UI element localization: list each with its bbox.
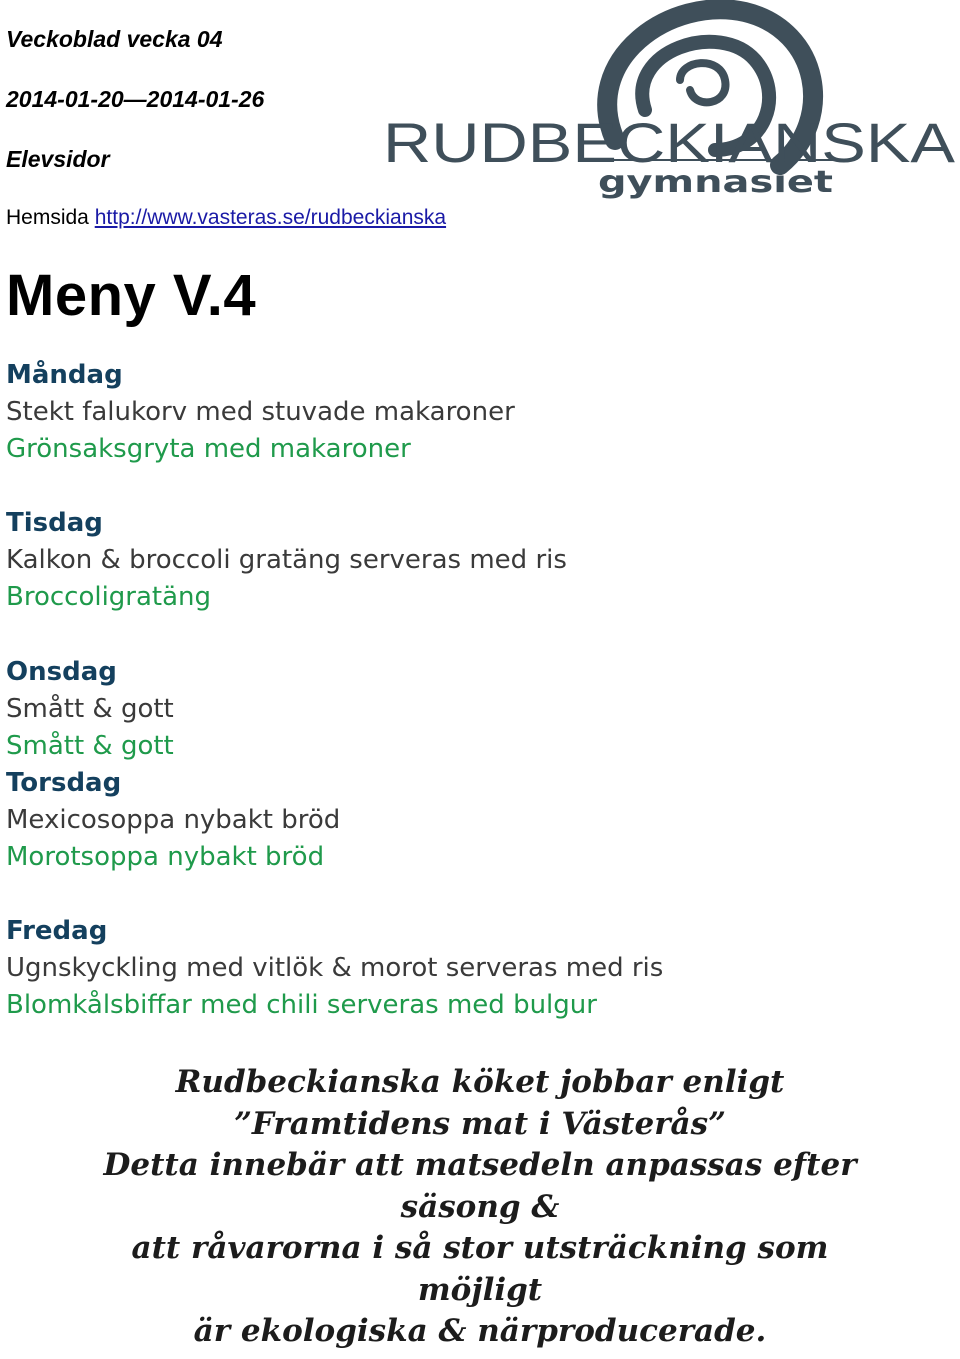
- day-heading-monday: Måndag: [6, 360, 123, 390]
- veg-dish-tuesday: Broccoligratäng: [6, 582, 212, 612]
- menu-title: Meny V.4: [6, 263, 257, 328]
- homepage-link[interactable]: http://www.vasteras.se/rudbeckianska: [94, 206, 447, 229]
- main-dish-wednesday: Smått & gott: [6, 694, 174, 724]
- veg-dish-friday: Blomkålsbiffar med chili serveras med bulgur: [6, 990, 597, 1020]
- statement-line: möjligt: [417, 1271, 543, 1308]
- statement-line: ”Framtidens mat i Västerås”: [234, 1105, 726, 1142]
- date-range: 2014-01-20—2014-01-26: [6, 86, 265, 112]
- main-dish-monday: Stekt falukorv med stuvade makaroner: [6, 397, 515, 427]
- day-heading-friday: Fredag: [6, 916, 108, 946]
- statement-line: säsong &: [400, 1188, 560, 1225]
- day-heading-wednesday: Onsdag: [6, 657, 117, 687]
- veg-dish-thursday: Morotsoppa nybakt bröd: [6, 842, 325, 872]
- statement-line: Rudbeckianska köket jobbar enligt: [175, 1064, 785, 1100]
- homepage-label: Hemsida: [6, 206, 89, 229]
- homepage-line: [6, 206, 446, 230]
- logo-subtitle: gymnasiet: [598, 165, 833, 200]
- school-logo: [380, 0, 960, 205]
- statement-line: är ekologiska & närproducerade.: [193, 1313, 767, 1349]
- main-dish-friday: Ugnskyckling med vitlök & morot serveras med ris: [6, 953, 664, 983]
- week-title: Veckoblad vecka 04: [6, 26, 223, 52]
- logo-wordmark: RUDBECKIANSKA: [383, 111, 956, 174]
- veg-dish-wednesday: Smått & gott: [6, 731, 174, 761]
- section-label: Elevsidor: [6, 146, 110, 172]
- statement-line: Detta innebär att matsedeln anpassas efter: [103, 1147, 857, 1183]
- day-heading-thursday: Torsdag: [6, 768, 122, 798]
- main-dish-tuesday: Kalkon & broccoli gratäng serveras med ris: [6, 545, 567, 575]
- kitchen-statement: [0, 1062, 960, 1353]
- day-heading-tuesday: Tisdag: [6, 508, 103, 538]
- statement-line: att råvarorna i så stor utsträckning som: [131, 1230, 829, 1266]
- veg-dish-monday: Grönsaksgryta med makaroner: [6, 434, 411, 464]
- main-dish-thursday: Mexicosoppa nybakt bröd: [6, 805, 341, 835]
